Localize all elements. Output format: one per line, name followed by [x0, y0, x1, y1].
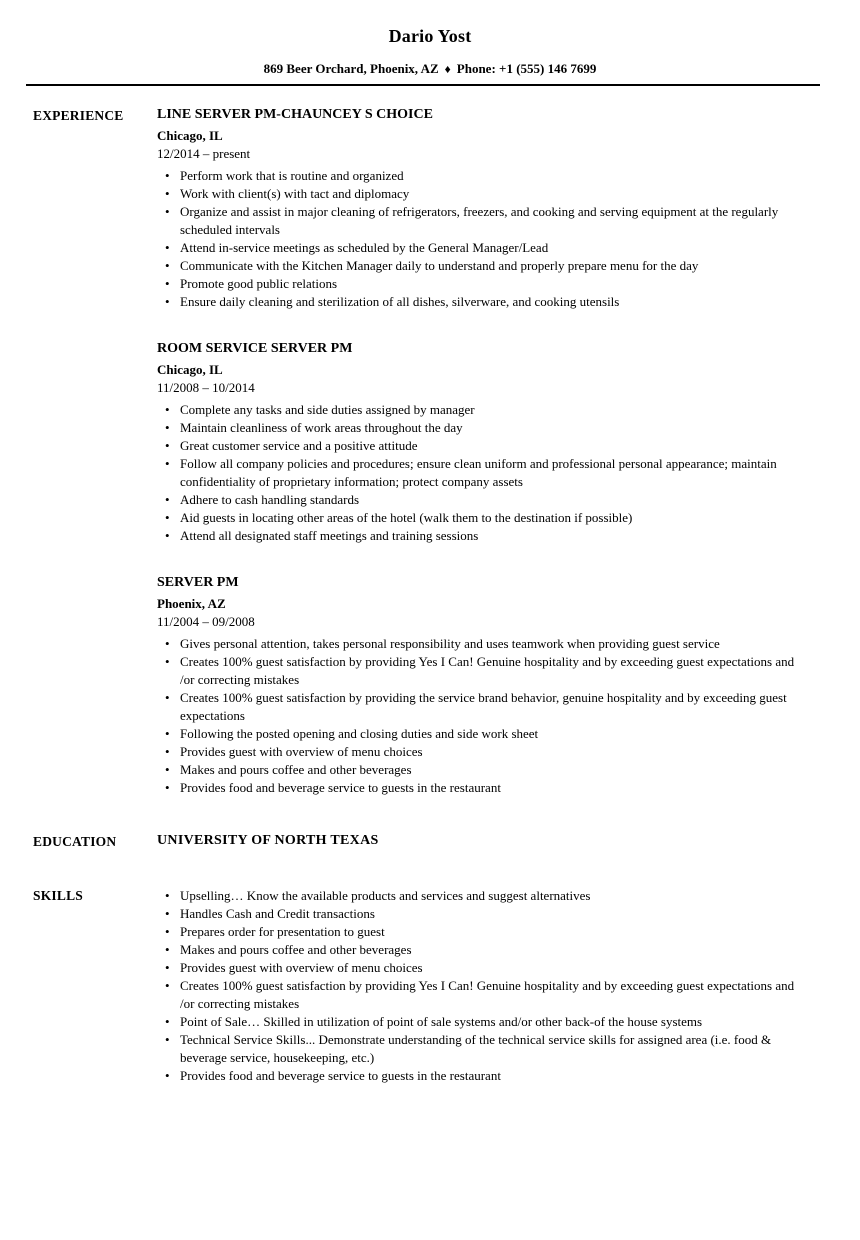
resume-body	[0, 107, 860, 1085]
diamond-icon: ♦	[444, 62, 451, 76]
bullet-item: • Provides guest with overview of menu choices	[157, 743, 807, 761]
bullet-item: • Technical Service Skills... Demonstrate understanding of the technical service skills for assigned area (i.e. food & beverage service, housekeeping, etc.)	[157, 1031, 807, 1067]
job-bullet-list	[157, 401, 807, 545]
experience-section	[0, 107, 860, 797]
bullet-item: • Maintain cleanliness of work areas throughout the day	[157, 419, 807, 437]
bullet-item: • Provides food and beverage service to guests in the restaurant	[157, 1067, 807, 1085]
bullet-item: • Work with client(s) with tact and diplomacy	[157, 185, 807, 203]
job-location: Chicago, IL	[157, 362, 223, 377]
person-name: Dario Yost	[388, 26, 472, 46]
contact-phone: Phone: +1 (555) 146 7699	[456, 61, 597, 76]
job-title: LINE SERVER PM-CHAUNCEY S CHOICE	[157, 107, 433, 122]
bullet-item: • Follow all company policies and procedures; ensure clean uniform and professional personal appearance; maintain confidentiality of proprietary information; protect company assets	[157, 455, 807, 491]
bullet-item: • Provides food and beverage service to guests in the restaurant	[157, 779, 807, 797]
contact-address: 869 Beer Orchard, Phoenix, AZ	[263, 61, 439, 76]
experience-content	[157, 107, 807, 797]
job-entry	[157, 107, 807, 311]
bullet-item: • Promote good public relations	[157, 275, 807, 293]
bullet-item: • Complete any tasks and side duties assigned by manager	[157, 401, 807, 419]
bullet-item: • Ensure daily cleaning and sterilization of all dishes, silverware, and cooking utensils	[157, 293, 807, 311]
job-entry	[157, 575, 807, 797]
job-bullet-list	[157, 635, 807, 797]
bullet-item: • Organize and assist in major cleaning of refrigerators, freezers, and cooking and serving equipment at the regularly scheduled intervals	[157, 203, 807, 239]
education-section-label: EDUCATION	[33, 834, 117, 849]
job-location: Phoenix, AZ	[157, 596, 226, 611]
skills-section-label: SKILLS	[33, 888, 83, 903]
job-dates: 11/2004 – 09/2008	[157, 614, 255, 629]
job-dates: 11/2008 – 10/2014	[157, 380, 255, 395]
bullet-item: • Attend in-service meetings as scheduled by the General Manager/Lead	[157, 239, 807, 257]
skills-content	[157, 887, 807, 1085]
job-title: ROOM SERVICE SERVER PM	[157, 341, 353, 356]
bullet-item: • Creates 100% guest satisfaction by providing Yes I Can! Genuine hospitality and by exceeding guest expectations and /or correcting mistakes	[157, 653, 807, 689]
bullet-item: • Creates 100% guest satisfaction by providing Yes I Can! Genuine hospitality and by exceeding guest expectations and /or correcting mistakes	[157, 977, 807, 1013]
bullet-item: • Adhere to cash handling standards	[157, 491, 807, 509]
education-section	[0, 833, 860, 850]
bullet-item: • Point of Sale… Skilled in utilization of point of sale systems and/or other back-of the house systems	[157, 1013, 807, 1031]
job-title: SERVER PM	[157, 575, 239, 590]
bullet-item: • Perform work that is routine and organized	[157, 167, 807, 185]
bullet-item: • Prepares order for presentation to guest	[157, 923, 807, 941]
bullet-item: • Great customer service and a positive attitude	[157, 437, 807, 455]
bullet-item: • Aid guests in locating other areas of the hotel (walk them to the destination if possible)	[157, 509, 807, 527]
skills-bullet-list	[157, 887, 807, 1085]
bullet-item: • Communicate with the Kitchen Manager daily to understand and properly prepare menu for the day	[157, 257, 807, 275]
job-dates: 12/2014 – present	[157, 146, 251, 161]
bullet-item: • Gives personal attention, takes personal responsibility and uses teamwork when providing guest service	[157, 635, 807, 653]
bullet-item: • Makes and pours coffee and other beverages	[157, 761, 807, 779]
job-bullet-list	[157, 167, 807, 311]
header-divider	[26, 84, 820, 86]
contact-line	[0, 61, 860, 77]
bullet-item: • Upselling… Know the available products and services and suggest alternatives	[157, 887, 807, 905]
bullet-item: • Handles Cash and Credit transactions	[157, 905, 807, 923]
school-name: UNIVERSITY OF NORTH TEXAS	[157, 833, 379, 848]
bullet-item: • Makes and pours coffee and other beverages	[157, 941, 807, 959]
bullet-item: • Attend all designated staff meetings and training sessions	[157, 527, 807, 545]
bullet-item: • Creates 100% guest satisfaction by providing the service brand behavior, genuine hospitality and by exceeding guest expectations	[157, 689, 807, 725]
education-content	[157, 833, 807, 850]
bullet-item: • Following the posted opening and closing duties and side work sheet	[157, 725, 807, 743]
job-entry	[157, 341, 807, 545]
job-location: Chicago, IL	[157, 128, 223, 143]
skills-section	[0, 887, 860, 1085]
resume-header	[0, 26, 860, 86]
experience-section-label: EXPERIENCE	[33, 108, 124, 123]
bullet-item: • Provides guest with overview of menu choices	[157, 959, 807, 977]
